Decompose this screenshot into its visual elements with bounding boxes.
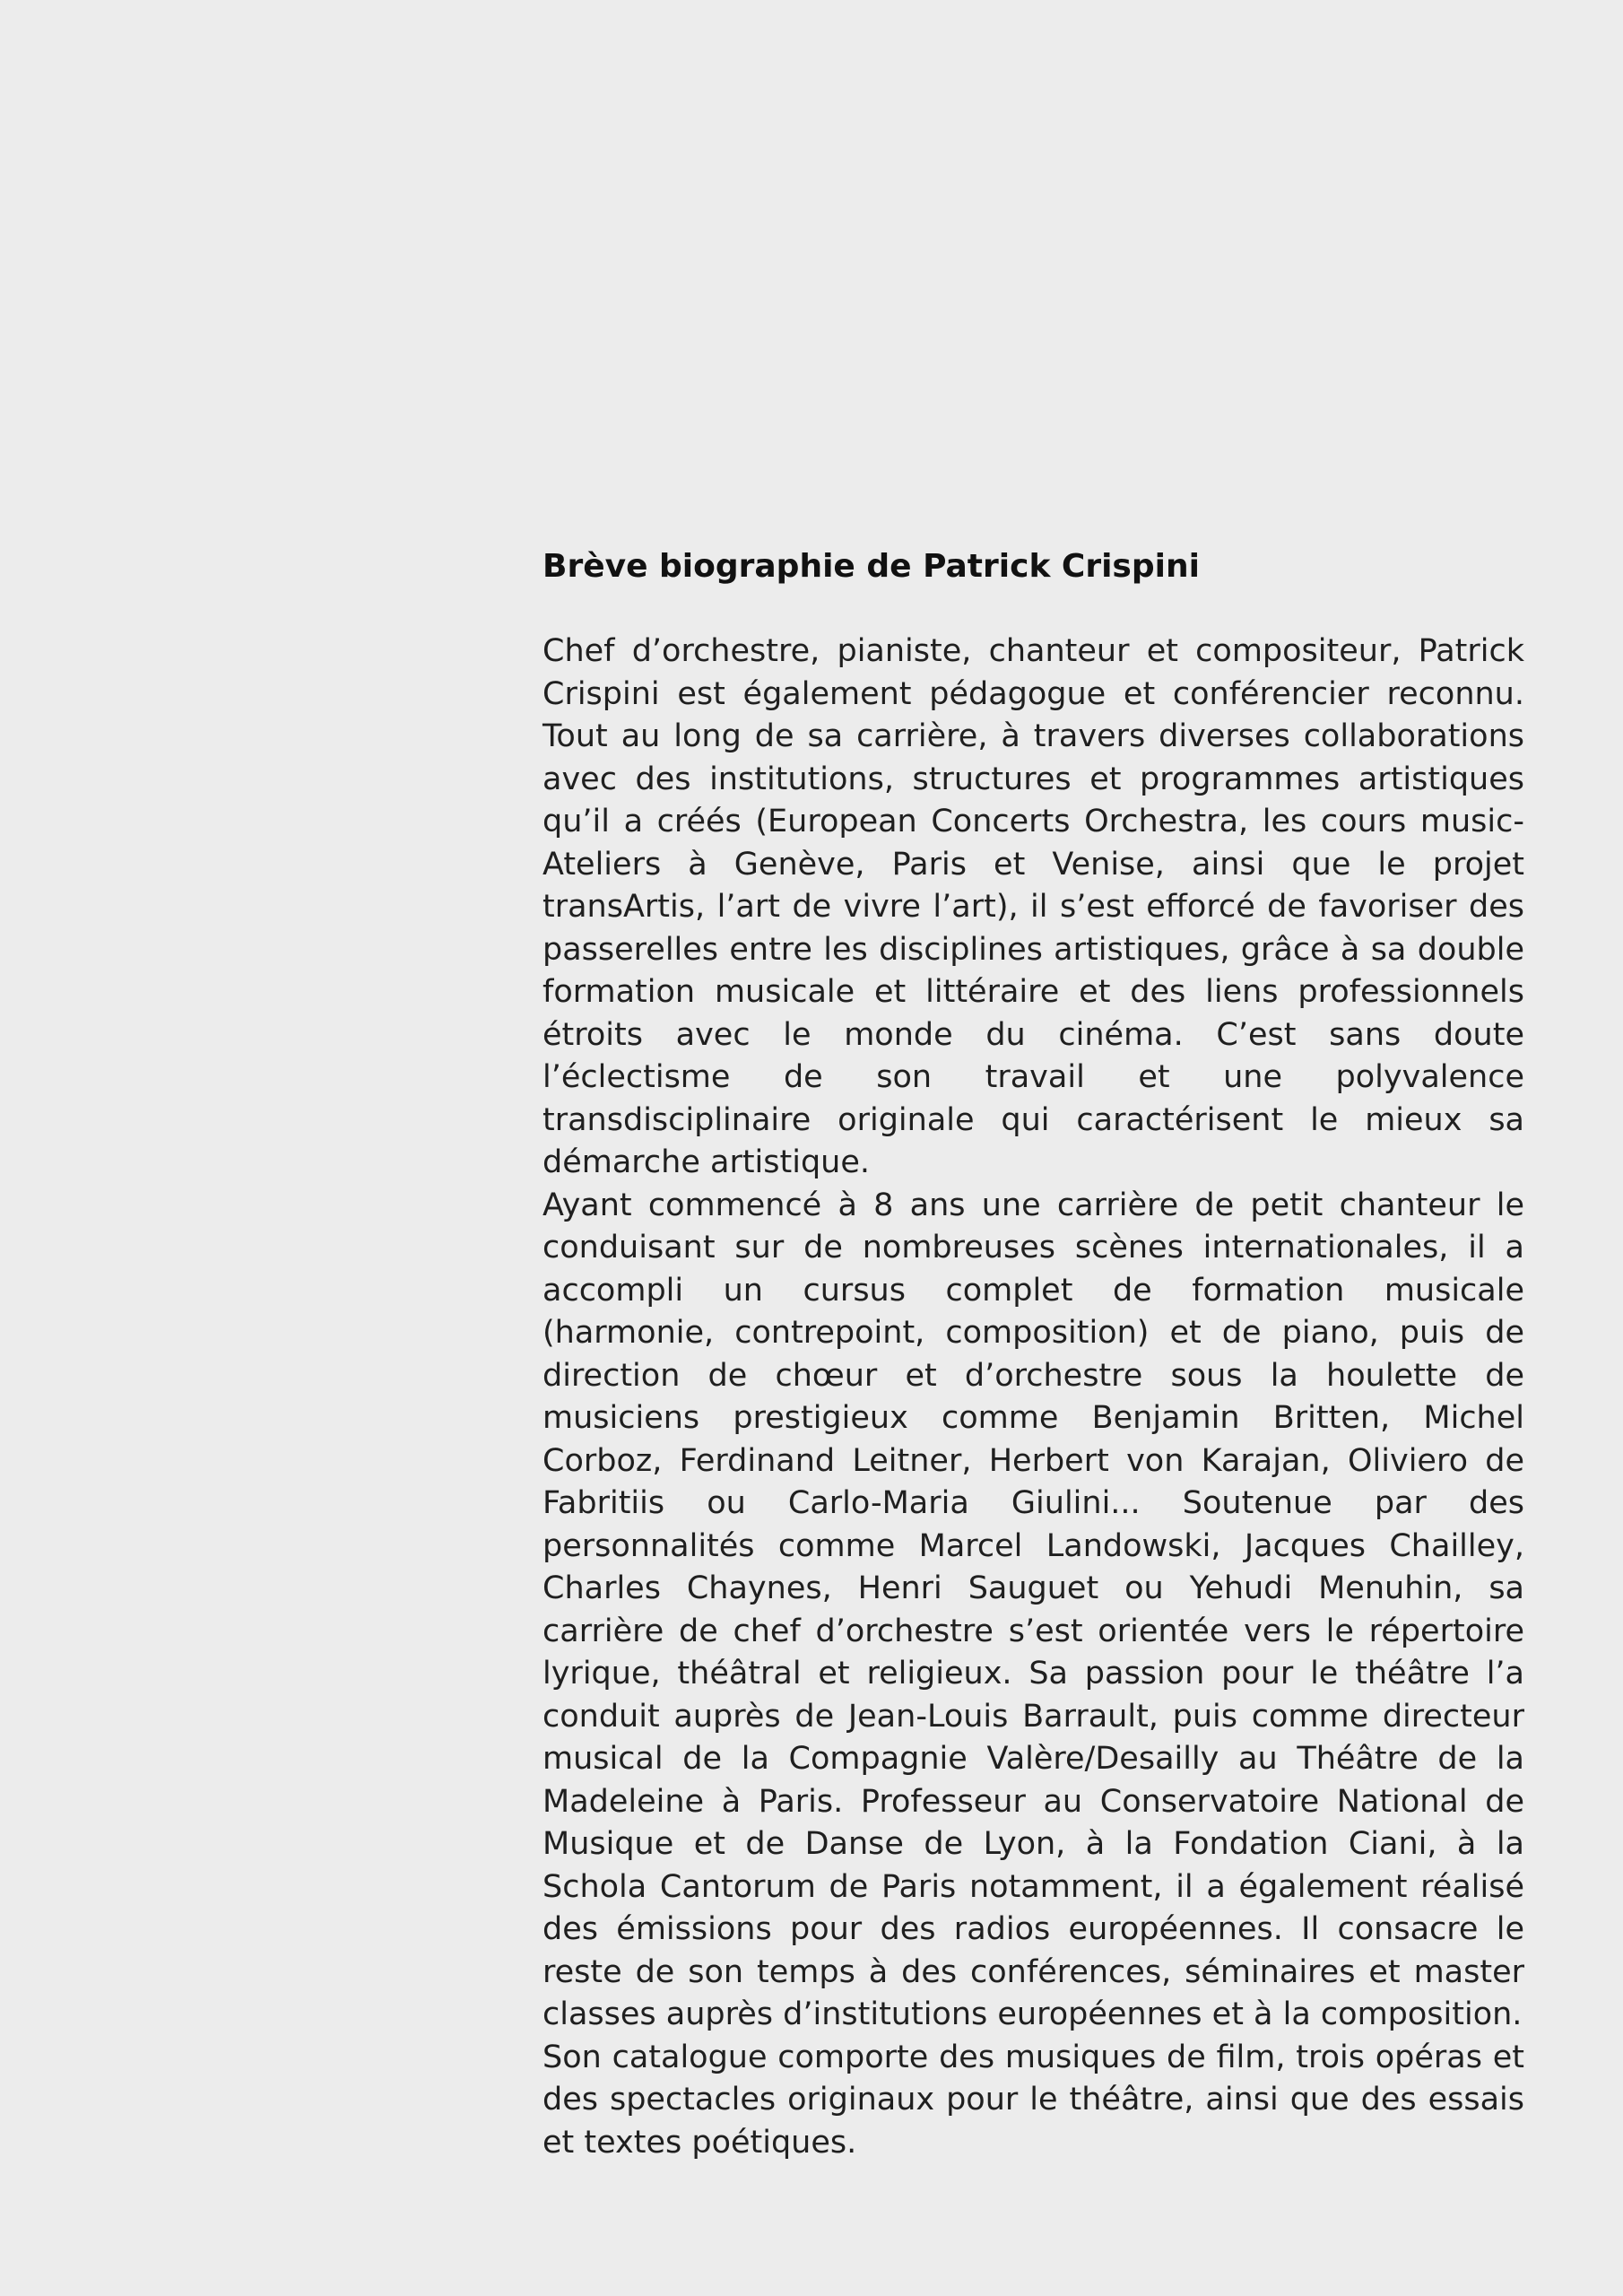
biography-paragraph-3: Son catalogue comporte des musiques de film, trois opéras et des spectacles originaux pour le théâtre, ainsi que des essais et textes poétiques. bbox=[542, 2039, 1524, 2161]
biography-paragraph-1: Chef d’orchestre, pianiste, chanteur et compositeur, Patrick Crispini est également pédagogue et conférencier reconnu. Tout au long de sa carrière, à travers diverses collaborations avec des institutions, structures et programmes artistiques qu’il a créés (European Concerts Orchestra, les cours music-Ateliers à Genève, Paris et Venise, ainsi que le projet transArtis, l’art de vivre l’art), il s’est efforcé de favoriser des passerelles entre les disciplines artistiques, grâce à sa double formation musicale et littéraire et des liens professionnels étroits avec le monde du cinéma. C’est sans doute l’éclectisme de son travail et une polyvalence transdisciplinaire originale qui caractérisent le mieux sa démarche artistique. bbox=[542, 633, 1524, 1181]
biography-paragraph-2: Ayant commencé à 8 ans une carrière de petit chanteur le conduisant sur de nombreuses scènes internationales, il a accompli un cursus complet de formation musicale (harmonie, contrepoint, composition) et de piano, puis de direction de chœur et d’orchestre sous la houlette de musiciens prestigieux comme Benjamin Britten, Michel Corboz, Ferdinand Leitner, Herbert von Karajan, Oliviero de Fabritiis ou Carlo-Maria Giulini... Soutenue par des personnalités comme Marcel Landowski, Jacques Chailley, Charles Chaynes, Henri Sauguet ou Yehudi Menuhin, sa carrière de chef d’orchestre s’est orientée vers le répertoire lyrique, théâtral et religieux. Sa passion pour le théâtre l’a conduit auprès de Jean-Louis Barrault, puis comme directeur musical de la Compagnie Valère/Desailly au Théâtre de la Madeleine à Paris. Professeur au Conservatoire National de Musique et de Danse de Lyon, à la Fondation Ciani, à la Schola Cantorum de Paris notamment, il a également réalisé des émissions pour des radios européennes. Il consacre le reste de son temps à des conférences, séminaires et master classes auprès d’institutions européennes et à la composition. bbox=[542, 1187, 1524, 2033]
biography-section bbox=[542, 547, 1524, 2164]
biography-title: Brève biographie de Patrick Crispini bbox=[542, 548, 1200, 585]
